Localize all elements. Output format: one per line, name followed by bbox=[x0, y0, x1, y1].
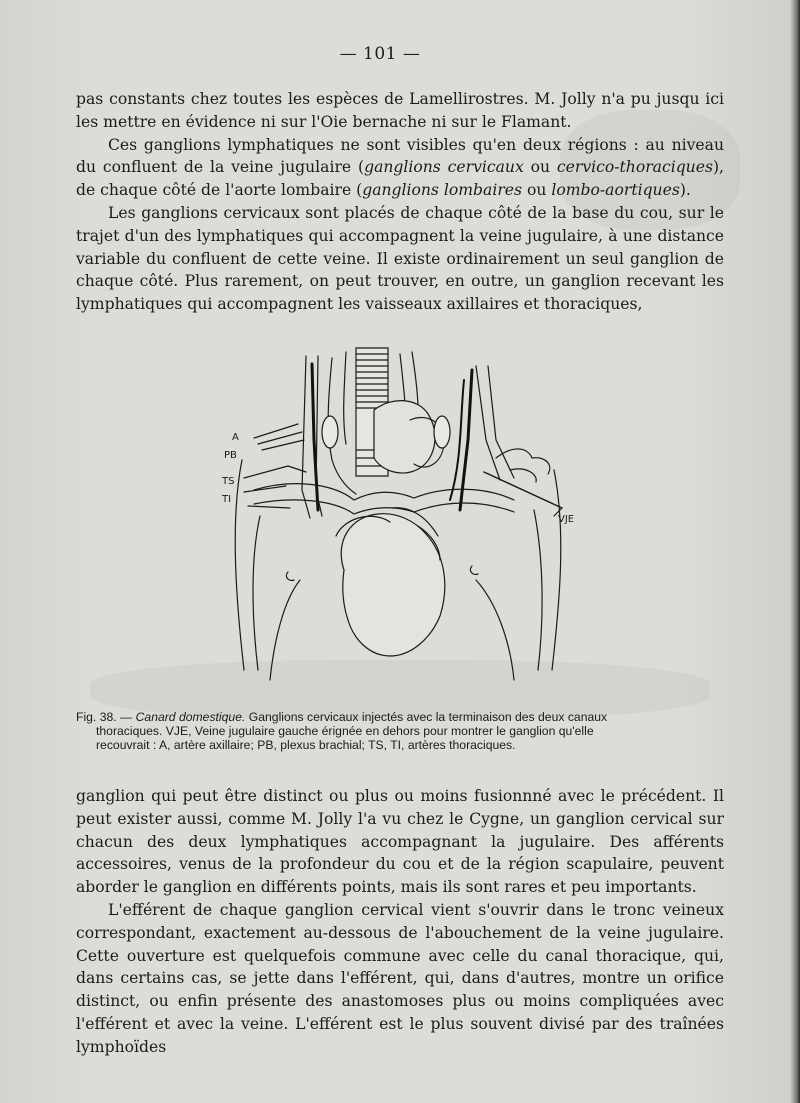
label-ts: TS bbox=[222, 476, 235, 487]
label-vje: VJE bbox=[558, 514, 575, 525]
body-text-top bbox=[76, 88, 724, 316]
caption-line: recouvrait : A, artère axillaire; PB, plexus brachial; TS, TI, artères thoraciques. bbox=[96, 738, 516, 753]
paragraph: pas constants chez toutes les espèces de Lamellirostres. M. Jolly n'a pu jusqu ici les mettre en évidence ni sur l'Oie bernache ni sur le Flamant. bbox=[76, 90, 724, 131]
page-number: — 101 — bbox=[339, 44, 421, 64]
anatomical-figure bbox=[214, 340, 594, 702]
page-edge-shadow bbox=[790, 0, 800, 1103]
paragraph: L'efférent de chaque ganglion cervical vient s'ouvrir dans le tronc veineux correspondant, exactement au-dessous de l'abouchement de la veine jugulaire. Cette ouverture est quelquefois commune avec celle du canal thoracique, qui, dans certains cas, se jette dans l'efférent, qui, dans d'autres, montre un orifice distinct, ou enfin présente des anastomoses plus ou moins compliquées avec l'efférent et avec la veine. L'efférent est le plus souvent divisé par des traînées lymphoïdes bbox=[76, 900, 724, 1056]
caption-species: Canard domestique. bbox=[135, 710, 246, 724]
paragraph: Les ganglions cervicaux sont placés de chaque côté de la base du cou, sur le trajet d'un des lymphatiques qui accompagnent la veine jugulaire, à une distance variable du confluent de cette veine. Il existe ordinairement un seul ganglion de chaque côté. Plus rarement, on peut trouver, en outre, un ganglion recevant les lymphatiques qui accompagnent les vaisseaux axillaires et thoraciques, bbox=[76, 203, 724, 314]
body-text-bottom bbox=[76, 785, 724, 1059]
caption-line: Ganglions cervicaux injectés avec la terminaison des deux canaux bbox=[245, 710, 608, 724]
paragraph: ganglion qui peut être distinct ou plus ou moins fusionnné avec le précédent. Il peut exister aussi, comme M. Jolly l'a vu chez le Cygne, un ganglion cervical sur chacun des deux lymphatiques accompagnant la jugulaire. Des afférents accessoires, venus de la profondeur du cou et de la région scapulaire, peuvent aborder le ganglion en différents points, mais ils sont rares et peu importants. bbox=[76, 787, 724, 897]
label-ti: TI bbox=[222, 494, 232, 505]
caption-prefix: Fig. 38. — bbox=[76, 710, 136, 724]
caption-line: thoraciques. VJE, Veine jugulaire gauche érignée en dehors pour montrer le ganglion qu'elle bbox=[96, 724, 594, 739]
label-pb: PB bbox=[224, 450, 237, 461]
figure-caption bbox=[76, 710, 724, 753]
label-a: A bbox=[232, 432, 239, 443]
paragraph: Ces ganglions lymphatiques ne sont visibles qu'en deux régions : au niveau du confluent de la veine jugulaire (ganglions cervicaux ou cervico-thoraciques), de chaque côté de l'aorte lombaire (ganglions lombaires ou lombo-aortiques). bbox=[76, 135, 724, 200]
